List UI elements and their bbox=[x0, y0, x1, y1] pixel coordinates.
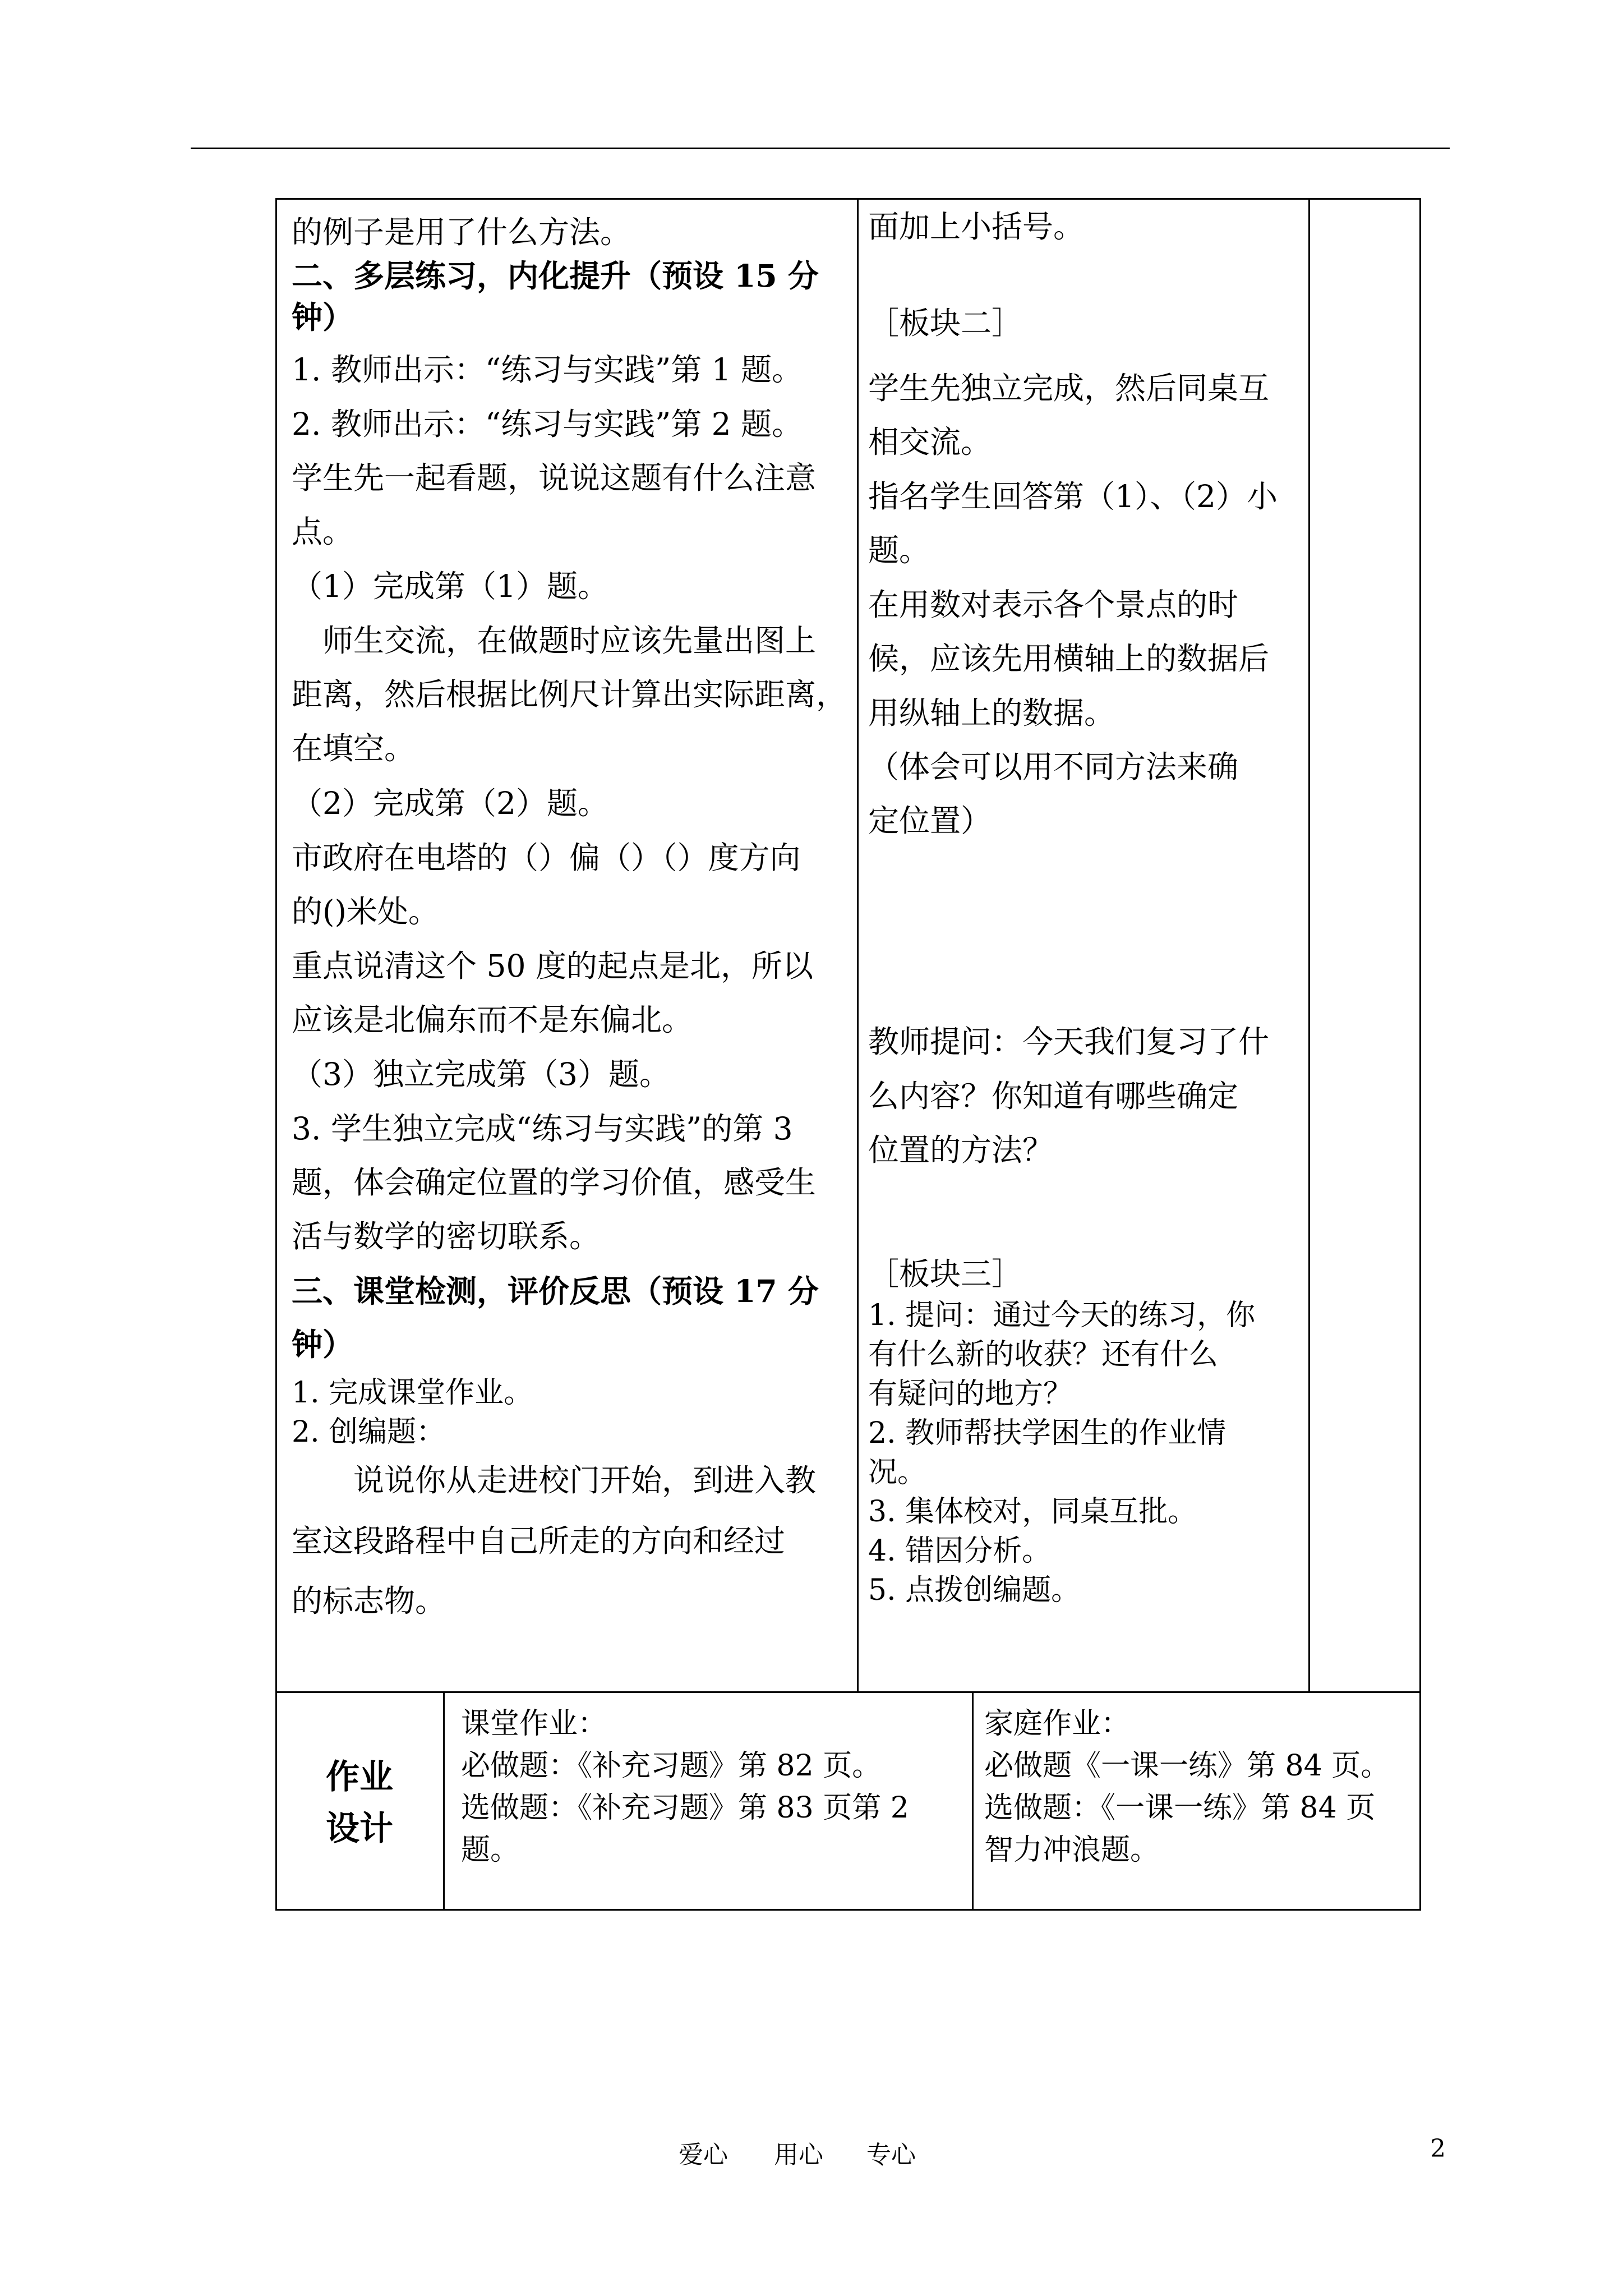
text-line: 说说你从走进校门开始，到进入教 bbox=[292, 1462, 817, 1498]
family-homework-title: 家庭作业： bbox=[984, 1707, 1131, 1741]
family-homework-optional-cont: 智力冲浪题。 bbox=[984, 1833, 1160, 1867]
text-line: （2）完成第（2）题。 bbox=[292, 785, 608, 821]
column-divider-1 bbox=[857, 198, 859, 1693]
column-divider-2 bbox=[1308, 198, 1310, 1693]
text-line: 2. 教师出示：“练习与实践”第 2 题。 bbox=[292, 406, 803, 442]
text-line: 有什么新的收获？还有什么 bbox=[868, 1338, 1219, 1372]
text-line: 有疑问的地方？ bbox=[868, 1377, 1073, 1411]
homework-label-line1: 作业 bbox=[326, 1757, 393, 1797]
block-heading: ［板块三］ bbox=[868, 1256, 1023, 1292]
class-homework-title: 课堂作业： bbox=[461, 1707, 607, 1741]
text-line: 2. 教师帮扶学困生的作业情 bbox=[868, 1416, 1227, 1450]
class-homework-optional-cont: 题。 bbox=[461, 1833, 520, 1867]
text-line: 学生先独立完成，然后同桌互 bbox=[868, 370, 1270, 406]
section-heading: 二、多层练习，内化提升（预设 15 分 bbox=[292, 257, 819, 294]
text-line: 教师提问：今天我们复习了什 bbox=[868, 1024, 1270, 1060]
text-line: 位置的方法？ bbox=[868, 1132, 1054, 1168]
homework-label bbox=[278, 1750, 441, 1850]
text-line: 2. 创编题： bbox=[292, 1415, 446, 1449]
text-line: （1）完成第（1）题。 bbox=[292, 568, 608, 604]
text-line: 候，应该先用横轴上的数据后 bbox=[868, 641, 1270, 677]
text-line: （3）独立完成第（3）题。 bbox=[292, 1056, 670, 1092]
text-line: 1. 完成课堂作业。 bbox=[292, 1376, 533, 1410]
text-line: 的标志物。 bbox=[292, 1583, 446, 1619]
homework-divider-2 bbox=[972, 1691, 974, 1911]
text-line: 在用数对表示各个景点的时 bbox=[868, 587, 1239, 623]
family-homework-optional: 选做题：《一课一练》第 84 页 bbox=[984, 1791, 1376, 1825]
text-line: 么内容？你知道有哪些确定 bbox=[868, 1078, 1239, 1114]
text-line: 题，体会确定位置的学习价值，感受生 bbox=[292, 1165, 817, 1200]
text-line: 指名学生回答第（1）、（2）小 bbox=[868, 478, 1278, 514]
text-line: 距离，然后根据比例尺计算出实际距离， bbox=[292, 677, 847, 712]
family-homework-required: 必做题《一课一练》第 84 页。 bbox=[984, 1749, 1390, 1783]
text-line: 学生先一起看题，说说这题有什么注意 bbox=[292, 460, 817, 496]
text-line: 在填空。 bbox=[292, 730, 416, 766]
text-line: 重点说清这个 50 度的起点是北，所以 bbox=[292, 948, 813, 984]
section-heading: 三、课堂检测，评价反思（预设 17 分 bbox=[292, 1273, 819, 1309]
text-line: 4. 错因分析。 bbox=[868, 1534, 1052, 1568]
footer-motto-2: 用心 bbox=[774, 2141, 823, 2169]
text-line: 5. 点拨创编题。 bbox=[868, 1573, 1081, 1607]
text-line: （体会可以用不同方法来确 bbox=[868, 749, 1239, 785]
text-line: 用纵轴上的数据。 bbox=[868, 695, 1115, 731]
text-line: 应该是北偏东而不是东偏北。 bbox=[292, 1002, 693, 1038]
text-line: 师生交流，在做题时应该先量出图上 bbox=[292, 623, 817, 659]
footer-motto-3: 专心 bbox=[866, 2141, 916, 2169]
block-heading: ［板块二］ bbox=[868, 305, 1023, 341]
text-line: 活与数学的密切联系。 bbox=[292, 1218, 601, 1254]
text-line: 3. 集体校对，同桌互批。 bbox=[868, 1495, 1197, 1529]
section-heading: 钟） bbox=[292, 1326, 354, 1363]
homework-divider-1 bbox=[443, 1691, 445, 1911]
text-line: 室这段路程中自己所走的方向和经过 bbox=[292, 1523, 786, 1559]
page-number: 2 bbox=[1430, 2134, 1446, 2163]
text-line: 定位置） bbox=[868, 803, 992, 839]
text-line: 点。 bbox=[292, 514, 354, 550]
text-line: 题。 bbox=[868, 532, 930, 568]
header-rule bbox=[191, 148, 1450, 149]
section-heading: 钟） bbox=[292, 299, 354, 335]
text-line: 1. 提问：通过今天的练习，你 bbox=[868, 1299, 1256, 1332]
text-line: 1. 教师出示：“练习与实践”第 1 题。 bbox=[292, 352, 803, 388]
text-line: 的()米处。 bbox=[292, 894, 439, 930]
text-line: 面加上小括号。 bbox=[868, 209, 1085, 245]
class-homework-required: 必做题：《补充习题》第 82 页。 bbox=[461, 1749, 882, 1783]
text-line: 况。 bbox=[868, 1456, 927, 1489]
text-line: 相交流。 bbox=[868, 424, 992, 460]
footer-motto-1: 爱心 bbox=[679, 2141, 728, 2169]
row-divider bbox=[275, 1691, 1421, 1693]
homework-label-line2: 设计 bbox=[326, 1809, 393, 1848]
class-homework-optional: 选做题：《补充习题》第 83 页第 2 bbox=[461, 1791, 909, 1825]
text-line: 的例子是用了什么方法。 bbox=[292, 214, 631, 250]
text-line: 市政府在电塔的（）偏（）（）度方向 bbox=[292, 840, 801, 876]
text-line: 3. 学生独立完成“练习与实践”的第 3 bbox=[292, 1111, 793, 1147]
